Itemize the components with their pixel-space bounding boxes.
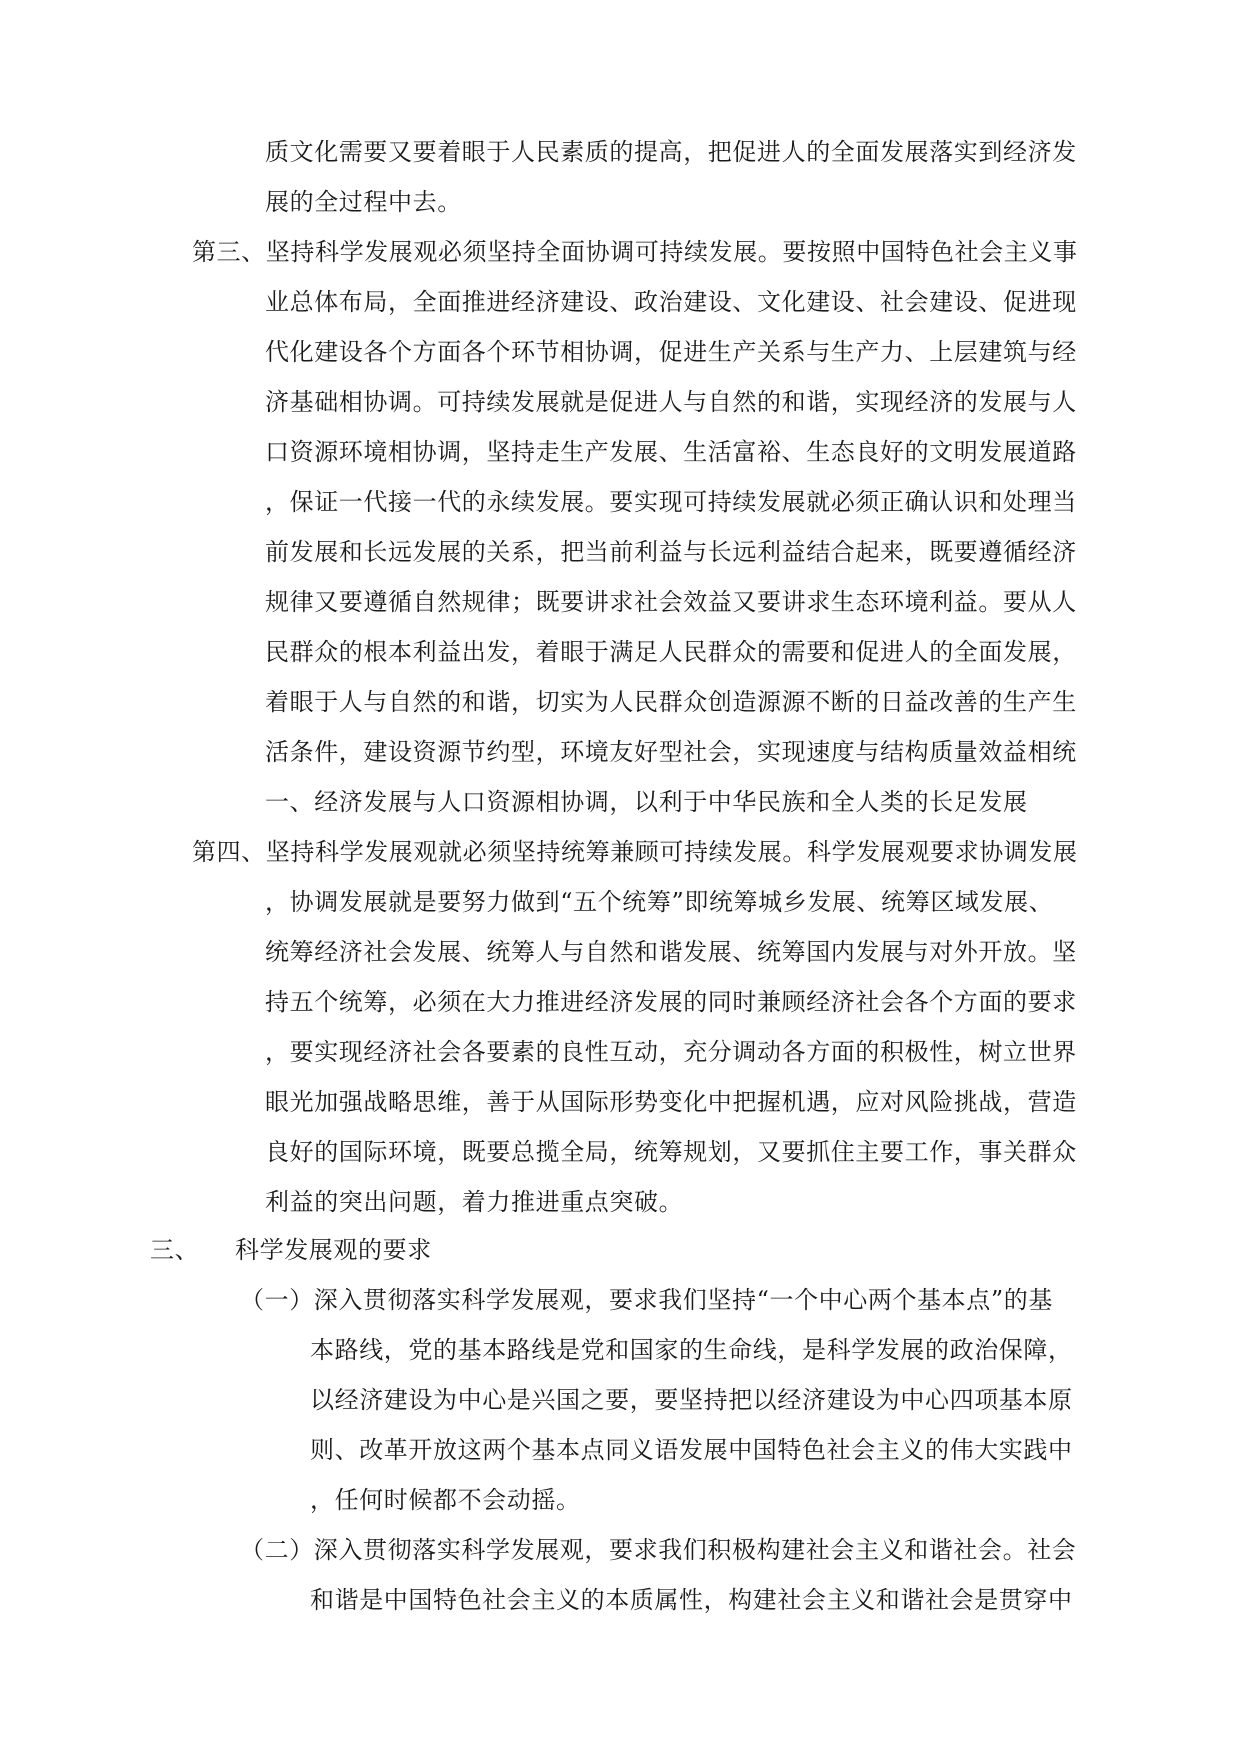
- text-line: 前发展和长远发展的关系，把当前利益与长远利益结合起来，既要遵循经济: [265, 538, 1077, 566]
- text-line: 则、改革开放这两个基本点同义语发展中国特色社会主义的伟大实践中: [310, 1436, 1073, 1464]
- text-line: 良好的国际环境，既要总揽全局，统筹规划，又要抓住主要工作，事关群众: [265, 1138, 1077, 1166]
- text-line: 一、经济发展与人口资源相协调，以利于中华民族和全人类的长足发展: [265, 788, 1028, 816]
- text-line: 活条件，建设资源节约型，环境友好型社会，实现速度与结构质量效益相统: [265, 738, 1077, 766]
- text-line: 质文化需要又要着眼于人民素质的提高，把促进人的全面发展落实到经济发: [265, 138, 1077, 166]
- text-line: 业总体布局，全面推进经济建设、政治建设、文化建设、社会建设、促进现: [265, 288, 1077, 316]
- text-line: 展的全过程中去。: [265, 188, 462, 216]
- item-two-start: （二）深入贯彻落实科学发展观，要求我们积极构建社会主义和谐社会。社会: [240, 1536, 1077, 1564]
- text-line: 济基础相协调。可持续发展就是促进人与自然的和谐，实现经济的发展与人: [265, 388, 1077, 416]
- text-line: 民群众的根本利益出发，着眼于满足人民群众的需要和促进人的全面发展，: [265, 638, 1077, 666]
- text-line: 代化建设各个方面各个环节相协调，促进生产关系与生产力、上层建筑与经: [265, 338, 1077, 366]
- text-line: 眼光加强战略思维，善于从国际形势变化中把握机遇，应对风险挑战，营造: [265, 1088, 1077, 1116]
- text-line: 和谐是中国特色社会主义的本质属性，构建社会主义和谐社会是贯穿中: [310, 1586, 1073, 1614]
- paragraph-fourth-start: 第四、坚持科学发展观就必须坚持统筹兼顾可持续发展。科学发展观要求协调发展: [192, 838, 1078, 866]
- text-line: 以经济建设为中心是兴国之要，要坚持把以经济建设为中心四项基本原: [310, 1386, 1073, 1414]
- text-line: 口资源环境相协调，坚持走生产发展、生活富裕、生态良好的文明发展道路: [265, 438, 1077, 466]
- text-line: ，保证一代接一代的永续发展。要实现可持续发展就必须正确认识和处理当: [265, 488, 1077, 516]
- text-line: 本路线，党的基本路线是党和国家的生命线，是科学发展的政治保障，: [310, 1336, 1073, 1364]
- section-number: 三、: [150, 1236, 200, 1264]
- item-one-start: （一）深入贯彻落实科学发展观，要求我们坚持“一个中心两个基本点”的基: [240, 1286, 1053, 1314]
- section-heading: 科学发展观的要求: [235, 1236, 432, 1264]
- text-line: 持五个统筹，必须在大力推进经济发展的同时兼顾经济社会各个方面的要求: [265, 988, 1077, 1016]
- text-line: ，要实现经济社会各要素的良性互动，充分调动各方面的积极性，树立世界: [265, 1038, 1077, 1066]
- text-line: 统筹经济社会发展、统筹人与自然和谐发展、统筹国内发展与对外开放。坚: [265, 938, 1077, 966]
- text-line: 着眼于人与自然的和谐，切实为人民群众创造源源不断的日益改善的生产生: [265, 688, 1077, 716]
- text-line: ，协调发展就是要努力做到“五个统筹”即统筹城乡发展、统筹区域发展、: [265, 888, 1054, 916]
- paragraph-third-start: 第三、坚持科学发展观必须坚持全面协调可持续发展。要按照中国特色社会主义事: [192, 238, 1078, 266]
- text-line: 规律又要遵循自然规律；既要讲求社会效益又要讲求生态环境利益。要从人: [265, 588, 1077, 616]
- text-line: ，任何时候都不会动摇。: [310, 1486, 581, 1514]
- text-line: 利益的突出问题，着力推进重点突破。: [265, 1188, 684, 1216]
